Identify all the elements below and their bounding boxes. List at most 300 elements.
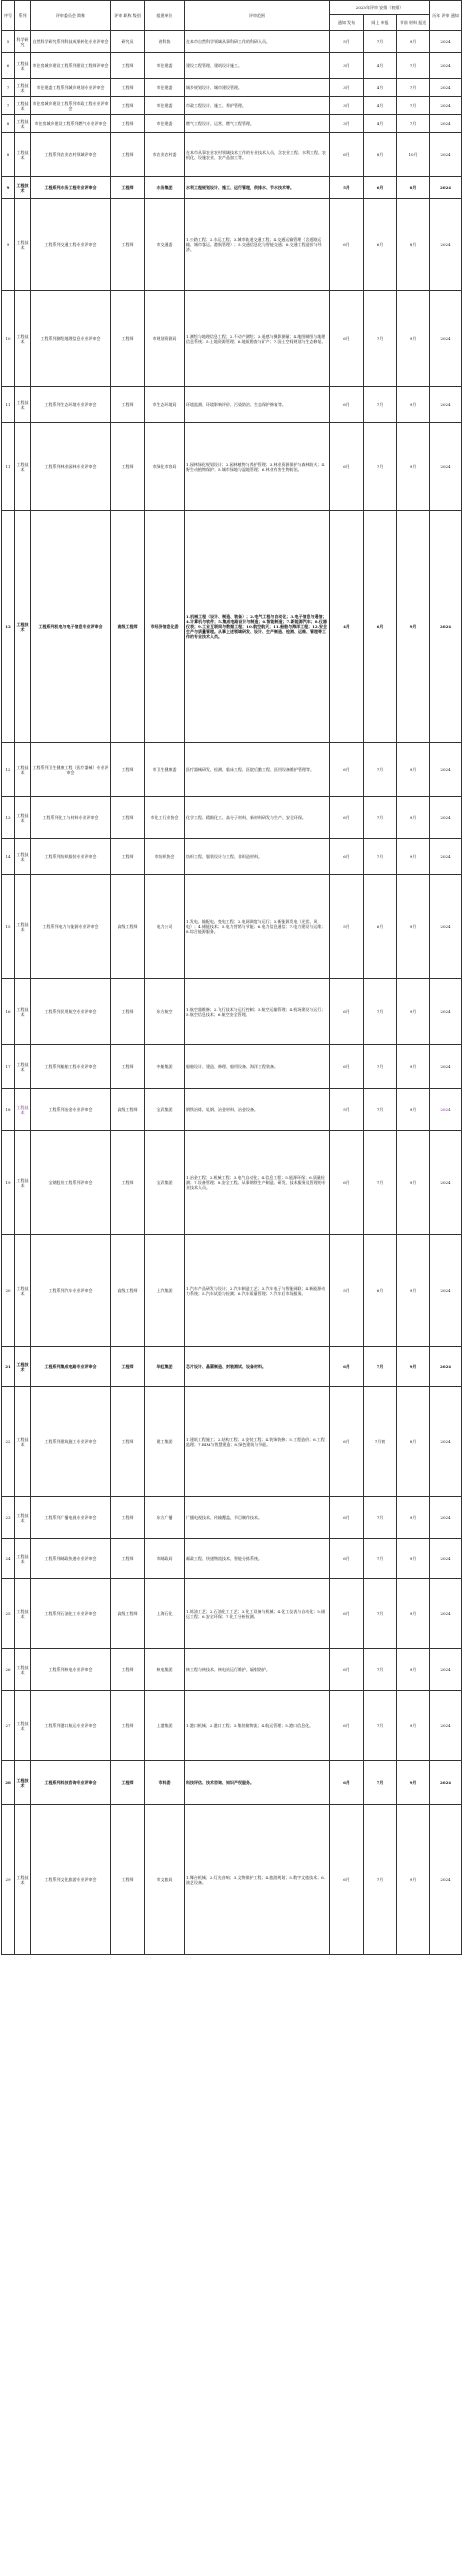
row-submit: 7月 <box>364 1579 397 1649</box>
row-notice: 6月 <box>330 1579 364 1649</box>
row-series: 工程技术 <box>15 115 31 133</box>
row-scope: 水利工程规划设计、施工、运行管理，供排水、节水技术等。 <box>185 177 330 199</box>
row-committee: 工程系列汽车专业评审会 <box>31 1235 111 1347</box>
row-committee: 工程系列林业园林专业评审会 <box>31 423 111 511</box>
row-review: 9月 <box>397 875 430 979</box>
header-series: 系列 <box>15 1 31 31</box>
row-org: 上港集团 <box>145 1691 185 1761</box>
row-scope: 环境监测、环境影响评价、污染防治、生态保护修复等。 <box>185 387 330 423</box>
row-year: 2024 <box>430 1691 462 1761</box>
row-committee: 工程系列核电专业评审会 <box>31 1649 111 1691</box>
row-review: 9月 <box>397 1539 430 1579</box>
table-row <box>2 1649 462 1691</box>
row-rank: 工程师 <box>111 979 145 1045</box>
row-rank: 高级工程师 <box>111 1235 145 1347</box>
row-scope: 1.航空器维修；2.飞行技术与运行控制；3.航空运输管理；4.机场建设与运行；5.航空信息技术；6.航空安全管理。 <box>185 979 330 1045</box>
row-org: 市化工行业协会 <box>145 797 185 839</box>
row-org: 市绿化市容局 <box>145 423 185 511</box>
row-year: 2024 <box>430 1539 462 1579</box>
row-rank: 工程师 <box>111 1347 145 1387</box>
row-submit: 7月 <box>364 743 397 797</box>
row-notice: 5月 <box>330 177 364 199</box>
row-series: 工程技术 <box>15 1805 31 1955</box>
row-rank: 工程师 <box>111 1805 145 1955</box>
row-rank: 工程师 <box>111 199 145 291</box>
row-notice: 6月 <box>330 1131 364 1235</box>
table-row <box>2 387 462 423</box>
row-notice: 6月 <box>330 1761 364 1805</box>
row-no: 14 <box>2 839 15 875</box>
row-org: 市邮政局 <box>145 1539 185 1579</box>
row-committee: 工程系列机电与电子信息专业评审会 <box>31 511 111 743</box>
row-org: 核电集团 <box>145 1649 185 1691</box>
row-scope: 化学工程、精细化工、高分子材料、新材料研发与生产、安全环保。 <box>185 797 330 839</box>
row-year: 2024 <box>430 1805 462 1955</box>
row-series: 工程技术 <box>15 511 31 743</box>
table-row <box>2 1235 462 1347</box>
row-scope: 1.冶金工程；2.机械工程；3.电气自动化；4.信息工程；5.能源环保；6.质量检测；7.设备管理；8.安全工程。从事钢铁生产制造、研发、技术服务及管理的专业技术人员。 <box>185 1131 330 1235</box>
row-series: 工程技术 <box>15 97 31 115</box>
row-org: 建工集团 <box>145 1387 185 1497</box>
row-review: 9月 <box>397 1497 430 1539</box>
row-year: 2024 <box>430 79 462 97</box>
table-row <box>2 1347 462 1387</box>
row-rank: 高级工程师 <box>111 1579 145 1649</box>
row-review: 9月 <box>397 1805 430 1955</box>
row-org: 上汽集团 <box>145 1235 185 1347</box>
row-committee: 工程系列广播电视专业评审会 <box>31 1497 111 1539</box>
row-no: 6 <box>2 53 15 79</box>
row-org: 中船集团 <box>145 1045 185 1089</box>
row-year: 2024 <box>430 53 462 79</box>
row-no: 23 <box>2 1497 15 1539</box>
header-rank: 评审 职称 级别 <box>111 1 145 31</box>
row-series: 工程技术 <box>15 1347 31 1387</box>
row-notice: 6月 <box>330 1497 364 1539</box>
row-org: 东方广播 <box>145 1497 185 1539</box>
row-rank: 工程师 <box>111 1497 145 1539</box>
row-rank: 高级工程师 <box>111 511 145 743</box>
row-series: 工程技术 <box>15 875 31 979</box>
row-notice: 6月 <box>330 1539 364 1579</box>
row-rank: 工程师 <box>111 133 145 177</box>
row-submit: 6月 <box>364 177 397 199</box>
row-committee: 工程系列建筑施工专业评审会 <box>31 1387 111 1497</box>
row-committee: 工程系列邮政快递专业评审会 <box>31 1539 111 1579</box>
row-no: 5 <box>2 31 15 53</box>
table-row <box>2 97 462 115</box>
row-committee: 工程系列化工与材料专业评审会 <box>31 797 111 839</box>
header-committee: 评审委员会 简称 <box>31 1 111 31</box>
row-org: 宝武集团 <box>145 1131 185 1235</box>
row-no: 12 <box>2 743 15 797</box>
row-scope: 纺织工程、服装设计与工程、非织造材料。 <box>185 839 330 875</box>
row-year: 2024 <box>430 1131 462 1235</box>
row-year: 2024 <box>430 291 462 387</box>
row-rank: 工程师 <box>111 1387 145 1497</box>
row-committee: 工程系列船舶工程专业评审会 <box>31 1045 111 1089</box>
row-series: 工程技术 <box>15 1387 31 1497</box>
row-year: 2024 <box>430 1649 462 1691</box>
row-series: 工程技术 <box>15 133 31 177</box>
row-year: 2024 <box>430 1235 462 1347</box>
row-year: 2024 <box>430 97 462 115</box>
row-review: 9月 <box>397 1089 430 1131</box>
row-scope: 1.园林绿化规划设计；2.园林植物与养护管理；3.林业资源保护与森林防火；4.野生动植物保护；5.城市绿地与湿地管理；6.林业有害生物防治。 <box>185 423 330 511</box>
row-no: 28 <box>2 1761 15 1805</box>
row-no: 17 <box>2 1045 15 1089</box>
row-review: 9月 <box>397 1131 430 1235</box>
row-submit: 7月 <box>364 423 397 511</box>
row-no: 9 <box>2 199 15 291</box>
row-series: 工程技术 <box>15 423 31 511</box>
row-notice: 6月 <box>330 1649 364 1691</box>
header-scope: 评审范围 <box>185 1 330 31</box>
table-row <box>2 31 462 53</box>
row-scope: 邮政工程、快递物流技术、智能分拣系统。 <box>185 1539 330 1579</box>
row-org: 市纺织协会 <box>145 839 185 875</box>
row-review: 9月 <box>397 743 430 797</box>
row-year: 2024 <box>430 1579 462 1649</box>
row-series: 工程技术 <box>15 1131 31 1235</box>
row-notice: 5月 <box>330 1235 364 1347</box>
row-notice: 6月 <box>330 839 364 875</box>
row-submit: 4月 <box>364 97 397 115</box>
header-schedule-group: 2025年评审 安排（初排） <box>330 1 430 15</box>
row-rank: 工程师 <box>111 1045 145 1089</box>
row-series: 工程技术 <box>15 743 31 797</box>
row-scope: 核工程与核技术、核电站运行维护、辐射防护。 <box>185 1649 330 1691</box>
table-row <box>2 1579 462 1649</box>
row-org: 省科协 <box>145 31 185 53</box>
row-review: 9月 <box>397 291 430 387</box>
row-scope: 1.舞台机械；2.灯光音响；3.文物保护工程；4.旅游规划；5.数字文旅技术；6.演艺设备。 <box>185 1805 330 1955</box>
row-no: 11 <box>2 387 15 423</box>
row-submit: 4月 <box>364 53 397 79</box>
row-submit: 7月 <box>364 1497 397 1539</box>
row-series: 工程技术 <box>15 1761 31 1805</box>
row-no: 7 <box>2 79 15 97</box>
table-row <box>2 177 462 199</box>
row-no: 21 <box>2 1347 15 1387</box>
table-row <box>2 1691 462 1761</box>
row-review: 9月 <box>397 1235 430 1347</box>
row-org: 市文旅局 <box>145 1805 185 1955</box>
row-notice: 6月 <box>330 291 364 387</box>
table-row <box>2 423 462 511</box>
row-committee: 工程系列港口航运专业评审会 <box>31 1691 111 1761</box>
table-row <box>2 839 462 875</box>
row-no: 19 <box>2 1131 15 1235</box>
row-org: 市规划资源局 <box>145 291 185 387</box>
row-notice: 6月 <box>330 1387 364 1497</box>
row-notice: 6月 <box>330 797 364 839</box>
row-no: 13 <box>2 797 15 839</box>
row-rank: 工程师 <box>111 1539 145 1579</box>
row-series: 工程技术 <box>15 1649 31 1691</box>
review-schedule-table <box>1 0 462 1955</box>
row-submit: 7月 <box>364 1089 397 1131</box>
row-org: 上海石化 <box>145 1579 185 1649</box>
row-no: 25 <box>2 1579 15 1649</box>
row-scope: 1.机械工程（设计、制造、装备）；2.电气工程与自动化；3.电子信息与通信；4.计算机与软件；5.集成电路设计与制造；6.智能制造；7.新能源汽车；8.仪器仪表；9.工业互联网与数据工程；10.航空航天；11.船舶与海洋工程；12.安全生产与质量管理。从事上述领域研发、设计、生产制造、检测、运维、管理等工作的专业技术人员。 <box>185 511 330 743</box>
row-series: 工程技术 <box>15 199 31 291</box>
row-submit: 7月 <box>364 1539 397 1579</box>
table-row <box>2 199 462 291</box>
table-row <box>2 743 462 797</box>
row-committee: 工程系列文化旅游专业评审会 <box>31 1805 111 1955</box>
row-no: 24 <box>2 1539 15 1579</box>
row-review: 10月 <box>397 133 430 177</box>
row-org: 华虹集团 <box>145 1347 185 1387</box>
row-year: 2024 <box>430 1347 462 1387</box>
row-notice: 6月 <box>330 423 364 511</box>
row-review: 7月 <box>397 53 430 79</box>
table-row <box>2 1761 462 1805</box>
row-committee: 自然科学研究系列科技成果转化专业评审会 <box>31 31 111 53</box>
table-row <box>2 1497 462 1539</box>
row-rank: 工程师 <box>111 1131 145 1235</box>
header-review: 节前 材料 报送 <box>397 15 430 31</box>
row-submit: 8月 <box>364 133 397 177</box>
row-submit: 7月 <box>364 1045 397 1089</box>
row-review: 9月 <box>397 31 430 53</box>
row-scope: 医疗器械研发、检测、临床工程、医院后勤工程、医用设备维护管理等。 <box>185 743 330 797</box>
row-no: 12 <box>2 511 15 743</box>
header-no: 序号 <box>2 1 15 31</box>
row-no: 11 <box>2 423 15 511</box>
row-series: 工程技术 <box>15 1497 31 1539</box>
row-committee: 工程系列纺织服装专业评审会 <box>31 839 111 875</box>
row-rank: 工程师 <box>111 743 145 797</box>
row-rank: 工程师 <box>111 839 145 875</box>
row-year: 2024 <box>430 115 462 133</box>
row-org: 市农业农村委 <box>145 133 185 177</box>
row-committee: 工程系列民用航空专业评审会 <box>31 979 111 1045</box>
row-review: 7月 <box>397 97 430 115</box>
table-row <box>2 1387 462 1497</box>
row-series: 工程技术 <box>15 387 31 423</box>
row-year: 2024 <box>430 875 462 979</box>
row-committee: 工程系列电力与能源专业评审会 <box>31 875 111 979</box>
row-no: 8 <box>2 115 15 133</box>
row-org: 市科委 <box>145 1761 185 1805</box>
row-rank: 工程师 <box>111 79 145 97</box>
row-committee: 工程系列集成电路专业评审会 <box>31 1347 111 1387</box>
row-review: 9月 <box>397 1347 430 1387</box>
row-submit: 7月 <box>364 1347 397 1387</box>
row-series: 科学研究 <box>15 31 31 53</box>
row-notice: 6月 <box>330 199 364 291</box>
row-series: 工程技术 <box>15 291 31 387</box>
row-year: 2024 <box>430 797 462 839</box>
row-committee: 工程系列水务工程专业评审会 <box>31 177 111 199</box>
row-scope: 船舶设计、建造、修理、船用设备、海洋工程装备。 <box>185 1045 330 1089</box>
row-series: 工程技术 <box>15 1579 31 1649</box>
header-submit: 网上 申报 <box>364 15 397 31</box>
row-rank: 工程师 <box>111 115 145 133</box>
row-scope: 芯片设计、晶圆制造、封装测试、设备材料。 <box>185 1347 330 1387</box>
row-notice: 6月 <box>330 387 364 423</box>
row-review: 9月 <box>397 1579 430 1649</box>
table-row <box>2 1805 462 1955</box>
row-org: 市住建委 <box>145 115 185 133</box>
row-committee: 市住建委工程系列城乡规划专业评审会 <box>31 79 111 97</box>
row-notice: 6月 <box>330 1805 364 1955</box>
row-series: 工程技术 <box>15 1045 31 1089</box>
table-row <box>2 1045 462 1089</box>
row-committee: 市住房城乡建设工程系列建设工程师评审会 <box>31 53 111 79</box>
row-submit: 6月 <box>364 199 397 291</box>
row-review: 8月 <box>397 1387 430 1497</box>
row-scope: 广播电视技术、传输覆盖、节目制作技术。 <box>185 1497 330 1539</box>
row-committee: 工程系列测绘地理信息专业评审会 <box>31 291 111 387</box>
row-committee: 工程系列科技咨询专业评审会 <box>31 1761 111 1805</box>
row-series: 工程技术 <box>15 1539 31 1579</box>
row-scope: 1.港口机械；2.港口工程；3.集装箱物流；4.航运管理；5.港口信息化。 <box>185 1691 330 1761</box>
row-rank: 工程师 <box>111 177 145 199</box>
row-committee: 工程系列交通工程专业评审会 <box>31 199 111 291</box>
row-submit: 7月 <box>364 1131 397 1235</box>
row-committee: 市住房城乡建设工程系列市政工程专业评审会 <box>31 97 111 115</box>
row-submit: 7月 <box>364 31 397 53</box>
row-notice: 5月 <box>330 875 364 979</box>
row-rank: 工程师 <box>111 1691 145 1761</box>
row-no: 22 <box>2 1387 15 1497</box>
row-rank: 研究员 <box>111 31 145 53</box>
row-no: 9 <box>2 177 15 199</box>
row-no: 20 <box>2 1235 15 1347</box>
row-submit: 7月初 <box>364 1387 397 1497</box>
row-committee: 工程系列生态环境专业评审会 <box>31 387 111 423</box>
row-year: 2024 <box>430 1089 462 1131</box>
table-row <box>2 511 462 743</box>
header-org: 组建单位 <box>145 1 185 31</box>
table-row <box>2 115 462 133</box>
row-year: 2024 <box>430 839 462 875</box>
row-scope: 科技评估、技术咨询、知识产权服务。 <box>185 1761 330 1805</box>
row-series: 工程技术 <box>15 1235 31 1347</box>
row-rank: 工程师 <box>111 423 145 511</box>
row-notice: 6月 <box>330 743 364 797</box>
row-year: 2024 <box>430 1045 462 1089</box>
row-series: 工程技术 <box>15 1691 31 1761</box>
table-row <box>2 291 462 387</box>
row-submit: 6月 <box>364 1235 397 1347</box>
row-series: 工程技术 <box>15 979 31 1045</box>
row-review: 9月 <box>397 979 430 1045</box>
row-year: 2024 <box>430 1387 462 1497</box>
row-committee: 工程系列卫生健康工程（医疗器械）专业评审会 <box>31 743 111 797</box>
row-scope: 城乡规划设计、城市建设管理。 <box>185 79 330 97</box>
row-notice: 4月 <box>330 511 364 743</box>
row-scope: 1.建筑工程施工；2.结构工程；3.安装工程；4.装饰装修；5.工程造价；6.工程监理；7.BIM与智慧建造；8.绿色建筑与节能。 <box>185 1387 330 1497</box>
row-rank: 工程师 <box>111 1649 145 1691</box>
row-submit: 7月 <box>364 797 397 839</box>
row-notice: 5月 <box>330 31 364 53</box>
row-year: 2024 <box>430 1761 462 1805</box>
row-series: 工程技术 <box>15 177 31 199</box>
row-notice: 3月 <box>330 115 364 133</box>
row-notice: 6月 <box>330 979 364 1045</box>
row-review: 9月 <box>397 1761 430 1805</box>
row-submit: 7月 <box>364 1649 397 1691</box>
row-rank: 工程师 <box>111 797 145 839</box>
row-year: 2024 <box>430 1497 462 1539</box>
row-org: 电力公司 <box>145 875 185 979</box>
row-series: 工程技术 <box>15 839 31 875</box>
row-notice: 3月 <box>330 53 364 79</box>
table-row <box>2 875 462 979</box>
row-scope: 在本市自然科学领域从事科研工作的科研人员。 <box>185 31 330 53</box>
row-review: 8月 <box>397 177 430 199</box>
row-submit: 7月 <box>364 979 397 1045</box>
row-notice: 5月 <box>330 1089 364 1131</box>
row-year: 2024 <box>430 199 462 291</box>
row-scope: 1.测绘与地理信息工程；2.不动产测绘；3.遥感与摄影测量；4.地图制图与地理信息系统；5.土地资源管理；6.地质勘查与矿产；7.国土空间规划与生态修复。 <box>185 291 330 387</box>
row-submit: 7月 <box>364 291 397 387</box>
row-rank: 工程师 <box>111 291 145 387</box>
row-year: 2024 <box>430 423 462 511</box>
row-rank: 工程师 <box>111 53 145 79</box>
row-org: 市住建委 <box>145 79 185 97</box>
row-org: 市卫生健康委 <box>145 743 185 797</box>
row-review: 9月 <box>397 1691 430 1761</box>
row-review: 9月 <box>397 1045 430 1089</box>
row-committee: 工程系列农业农村领域评审会 <box>31 133 111 177</box>
row-org: 水务集团 <box>145 177 185 199</box>
row-submit: 4月 <box>364 115 397 133</box>
header-notice: 通知 发布 <box>330 15 364 31</box>
table-row <box>2 53 462 79</box>
row-notice: 6月 <box>330 1045 364 1089</box>
row-year: 2024 <box>430 31 462 53</box>
row-rank: 工程师 <box>111 387 145 423</box>
row-org: 宝武集团 <box>145 1089 185 1131</box>
row-series: 工程技术 <box>15 79 31 97</box>
row-org: 市住建委 <box>145 97 185 115</box>
row-scope: 1.汽车产品研发与设计；2.汽车制造工艺；3.汽车电子与智能网联；4.新能源动力系统；5.汽车试验与检测；6.汽车质量管理；7.汽车后市场服务。 <box>185 1235 330 1347</box>
table-row <box>2 1089 462 1131</box>
row-review: 9月 <box>397 797 430 839</box>
table-row <box>2 79 462 97</box>
row-review: 8月 <box>397 199 430 291</box>
row-series: 工程技术 <box>15 797 31 839</box>
row-year: 2024 <box>430 133 462 177</box>
row-committee: 市住房城乡建设工程系列燃气专业评审会 <box>31 115 111 133</box>
row-org: 市交通委 <box>145 199 185 291</box>
row-no: 27 <box>2 1691 15 1761</box>
table-row <box>2 133 462 177</box>
row-submit: 7月 <box>364 1761 397 1805</box>
row-scope: 在本市从事农业农村领域技术工作的专业技术人员，含农业工程、水利工程、农机化、设施农业、农产品加工等。 <box>185 133 330 177</box>
row-submit: 7月 <box>364 839 397 875</box>
row-notice: 3月 <box>330 79 364 97</box>
row-no: 15 <box>2 875 15 979</box>
row-notice: 6月 <box>330 133 364 177</box>
row-scope: 钢铁冶炼、轧钢、冶金材料、冶金设备。 <box>185 1089 330 1131</box>
row-submit: 6月 <box>364 511 397 743</box>
row-org: 市经济信息化委 <box>145 511 185 743</box>
row-rank: 高级工程师 <box>111 1089 145 1131</box>
row-no: 29 <box>2 1805 15 1955</box>
row-no: 7 <box>2 97 15 115</box>
row-org: 市住建委 <box>145 53 185 79</box>
row-submit: 7月 <box>364 1805 397 1955</box>
row-no: 10 <box>2 291 15 387</box>
header-history: 历年 评审 通知 <box>430 1 462 31</box>
row-submit: 7月 <box>364 1691 397 1761</box>
